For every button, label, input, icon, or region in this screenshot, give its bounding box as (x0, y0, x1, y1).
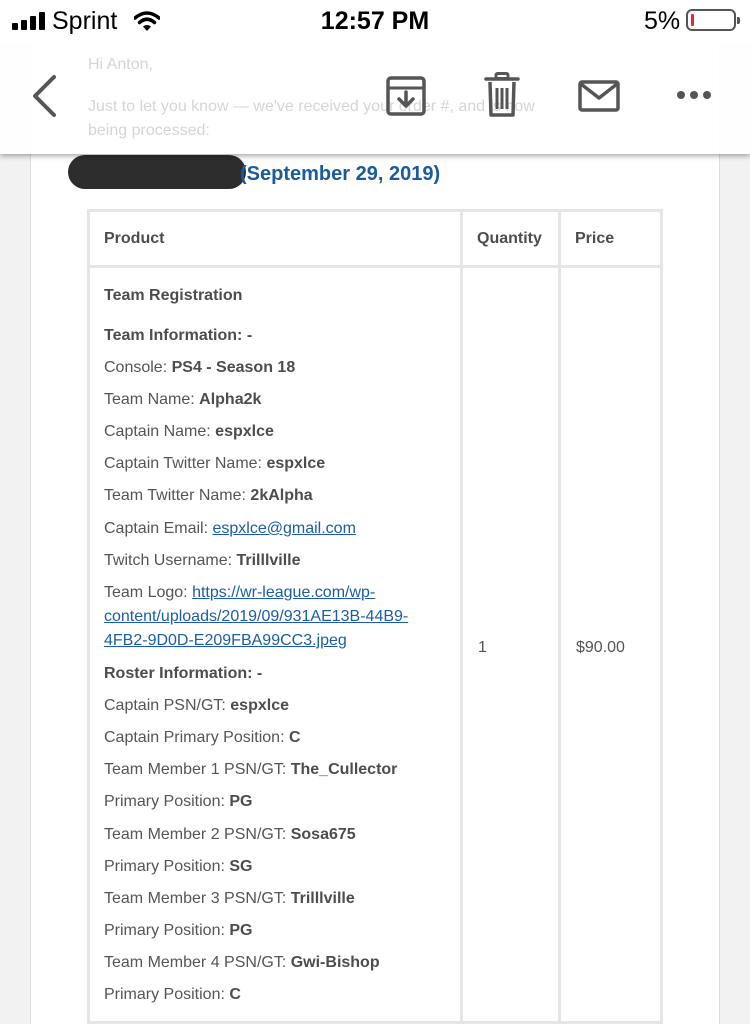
roster-captain-position: Captain Primary Position: C (104, 729, 301, 746)
roster-member-4-psn: Team Member 4 PSN/GT: Gwi-Bishop (104, 954, 380, 971)
price-value: $90.00 (576, 639, 625, 656)
mail-toolbar (0, 44, 750, 154)
faded-greeting: Hi Anton, (88, 56, 153, 73)
archive-icon[interactable] (386, 76, 426, 116)
battery-percent: 5% (644, 7, 681, 35)
order-table (87, 209, 663, 1024)
field-captain-email: Captain Email: espxlce@gmail.com (104, 520, 356, 537)
battery-level-fill (691, 14, 694, 26)
roster-member-2-psn: Team Member 2 PSN/GT: Sosa675 (104, 826, 356, 843)
field-captain-twitter: Captain Twitter Name: espxlce (104, 455, 326, 472)
carrier-name: Sprint (52, 7, 118, 35)
redacted-order-number (68, 155, 246, 189)
column-divider (460, 212, 463, 1021)
product-name: Team Registration (104, 287, 243, 304)
back-icon[interactable] (28, 74, 62, 118)
field-console: Console: PS4 - Season 18 (104, 359, 296, 376)
order-date-heading: (September 29, 2019) (240, 163, 441, 185)
faded-body-line: Just to let you know — we've received your order #, and is now (88, 98, 535, 115)
battery-icon (686, 9, 736, 31)
roster-member-4-position: Primary Position: C (104, 986, 241, 1003)
team-info-label: Team Information: - (104, 327, 253, 344)
roster-member-1-position: Primary Position: PG (104, 793, 253, 810)
column-divider (558, 212, 561, 1021)
roster-member-3-psn: Team Member 3 PSN/GT: Trilllville (104, 890, 355, 907)
clock: 12:57 PM (320, 7, 430, 35)
status-bar (0, 0, 750, 44)
roster-member-3-position: Primary Position: PG (104, 922, 253, 939)
field-team-name: Team Name: Alpha2k (104, 391, 262, 408)
captain-email-link[interactable]: espxlce@gmail.com (212, 520, 356, 537)
quantity-value: 1 (478, 639, 487, 656)
roster-member-1-psn: Team Member 1 PSN/GT: The_Cullector (104, 761, 398, 778)
column-header-price: Price (575, 230, 615, 247)
more-icon[interactable] (676, 90, 712, 100)
trash-icon[interactable] (484, 72, 520, 118)
roster-member-2-position: Primary Position: SG (104, 858, 253, 875)
team-logo-link[interactable]: https://wr-league.com/wp- content/uploads/2019/09/931AE13B-44B9- 4FB2-9D0D-E209FBA99CC3.jpeg (104, 584, 409, 649)
field-twitch-username: Twitch Username: Trilllville (104, 552, 301, 569)
roster-info-label: Roster Information: - (104, 665, 263, 682)
mail-icon[interactable] (578, 80, 620, 112)
field-captain-name: Captain Name: espxlce (104, 423, 274, 440)
field-team-twitter: Team Twitter Name: 2kAlpha (104, 487, 313, 504)
column-header-product: Product (104, 230, 165, 247)
header-divider (90, 265, 660, 268)
faded-body-line: being processed: (88, 122, 210, 139)
field-team-logo: Team Logo: https://wr-league.com/wp- content/uploads/2019/09/931AE13B-44B9- 4FB2-9D0D-E209FBA99CC3.jpeg (104, 584, 409, 649)
roster-captain-psn: Captain PSN/GT: espxlce (104, 697, 289, 714)
column-header-quantity: Quantity (477, 230, 542, 247)
